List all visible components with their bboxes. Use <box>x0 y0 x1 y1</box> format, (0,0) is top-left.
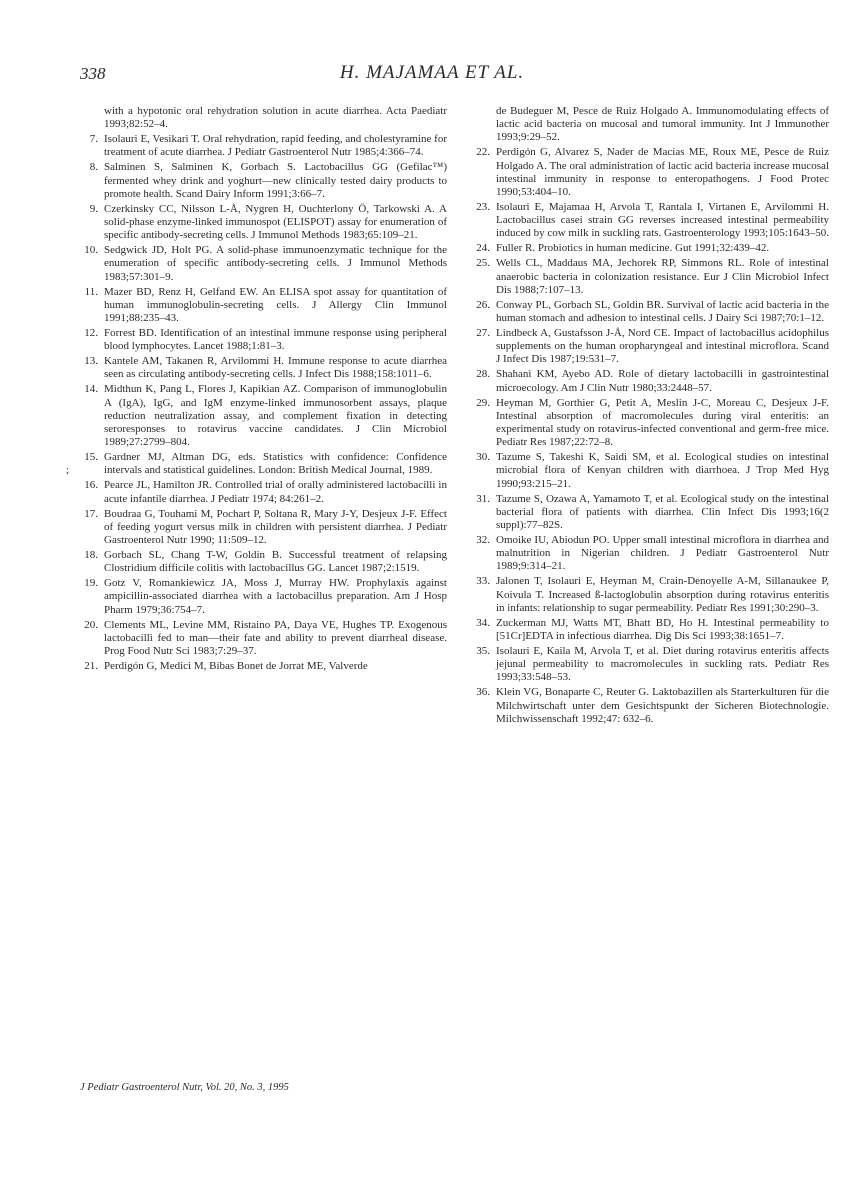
reference-number: 30. <box>476 451 490 464</box>
reference-list-right <box>472 105 829 728</box>
reference-item <box>80 619 447 659</box>
reference-text: Wells CL, Maddaus MA, Jechorek RP, Simmons RL. Role of intestinal anaerobic bacteria in colonization resistance. Eur J Clin Microbiol Infect Dis 1988;7:107–13. <box>496 257 829 296</box>
reference-number: 20. <box>84 618 98 631</box>
reference-item <box>472 451 829 491</box>
reference-text: Omoike IU, Abiodun PO. Upper small intestinal microflora in diarrhea and malnutrition in Nigerian children. J Pediatr Gastroenterol Nutr 1989;9:314–21. <box>496 534 829 573</box>
reference-number: 28. <box>476 368 490 381</box>
reference-text: Boudraa G, Touhami M, Pochart P, Soltana R, Mary J-Y, Desjeux J-F. Effect of feeding yogurt versus milk in children with persistent diarrhea. J Pediatr Gastroenterol Nutr 1990; 11:509–12. <box>104 507 447 547</box>
reference-continuation: with a hypotonic oral rehydration solution in acute diarrhea. Acta Paediatr 1993;82:52–4. <box>104 105 447 131</box>
reference-item <box>80 508 447 548</box>
reference-item <box>80 577 447 617</box>
reference-number: 27. <box>476 327 490 340</box>
reference-list-left <box>66 105 447 675</box>
reference-item <box>80 286 447 326</box>
reference-text: Salminen S, Salminen K, Gorbach S. Lactobacillus GG (Gefilac™) fermented whey drink and yoghurt—new clinically tested dairy products to promote health. Scand Dairy Inform 1991;3:66–7. <box>104 161 447 200</box>
page-number: 338 <box>80 64 106 83</box>
reference-text: Conway PL, Gorbach SL, Goldin BR. Survival of lactic acid bacteria in the human stomach and adhesion to intestinal cells. J Dairy Sci 1987;70:1–12. <box>496 298 829 325</box>
reference-text: Jalonen T, Isolauri E, Heyman M, Crain-Denoyelle A-M, Sillanaukee P, Koivula T. Increased ß-lactoglobulin absorption during rotavirus enteritis in infants: relationship to sugar permeability. Pediatr Res 1991;30:290–3. <box>496 575 829 614</box>
reference-item <box>472 645 829 685</box>
reference-item <box>472 493 829 533</box>
reference-item <box>80 479 447 505</box>
reference-text: Midthun K, Pang L, Flores J, Kapikian AZ. Comparison of immunoglobulin A (IgA), IgG, and IgM enzyme-linked immunosorbent assays, plaque reduction neutralization assay, and complement fixation in detecting seroresponses to rotavirus vaccine candidates. J Clin Microbiol 1989;27:2799–804. <box>104 383 447 449</box>
reference-number: 12. <box>84 327 98 340</box>
reference-text: Clements ML, Levine MM, Ristaino PA, Daya VE, Hughes TP. Exogenous lactobacilli fed to man—their fate and ability to prevent diarrheal disease. Prog Food Nutr Sci 1983;7:29–37. <box>104 618 447 658</box>
reference-item <box>80 549 447 575</box>
reference-text: Kantele AM, Takanen R, Arvilommi H. Immune response to acute diarrhea seen as circulating antibody-secreting cells. J Infect Dis 1988;158:1011–6. <box>104 355 447 381</box>
reference-item <box>80 660 447 673</box>
reference-number: 14. <box>84 383 98 396</box>
reference-text: Isolauri E, Vesikari T. Oral rehydration, rapid feeding, and cholestyramine for treatment of acute diarrhea. J Pediatr Gastroenterol Nutr 1985;4:366–74. <box>104 133 447 159</box>
reference-item <box>80 244 447 284</box>
reference-item <box>472 368 829 394</box>
reference-number: 18. <box>84 549 98 562</box>
reference-number: 34. <box>476 616 490 629</box>
reference-text: Isolauri E, Kaila M, Arvola T, et al. Diet during rotavirus enteritis affects jejunal permeability to macromolecules in suckling rats. Pediatr Res 1993;33:548–53. <box>496 645 829 684</box>
reference-text: Mazer BD, Renz H, Gelfand EW. An ELISA spot assay for quantitation of human immunoglobulin-secreting cells. J Allergy Clin Immunol 1991;88:235–43. <box>104 285 447 325</box>
reference-text: Forrest BD. Identification of an intestinal immune response using peripheral blood lymphocytes. Lancet 1988;1:81–3. <box>104 327 447 353</box>
reference-text: Gotz V, Romankiewicz JA, Moss J, Murray HW. Prophylaxis against ampicillin-associated diarrhea with a lactobacillus preparation. Am J Hosp Pharm 1979;36:754–7. <box>104 577 447 616</box>
reference-text: Sedgwick JD, Holt PG. A solid-phase immunoenzymatic technique for the enumeration of specific antibody-secreting cells. J Immunol Methods 1983;57:301–9. <box>104 244 447 283</box>
reference-number: 26. <box>476 298 490 311</box>
reference-number: 23. <box>476 201 490 214</box>
reference-item <box>472 617 829 643</box>
reference-number: 35. <box>476 645 490 658</box>
reference-item <box>472 575 829 615</box>
reference-item <box>472 299 829 325</box>
reference-item <box>80 327 447 353</box>
reference-text: Tazume S, Takeshi K, Saidi SM, et al. Ecological studies on intestinal microbial flora of Kenyan children with diarrhoea. J Trop Med Hyg 1990;93:215–21. <box>496 451 829 490</box>
reference-number: 21. <box>84 660 98 673</box>
reference-continuation: de Budeguer M, Pesce de Ruiz Holgado A. Immunomodulating effects of lactic acid bacteria on mucosal and tumoral immunity. Int J Immunother 1993;9:29–52. <box>496 105 829 144</box>
reference-number: 13. <box>84 355 98 368</box>
reference-item <box>80 355 447 381</box>
reference-number: 10. <box>84 244 98 257</box>
reference-item <box>66 451 447 477</box>
reference-number: 22. <box>476 146 490 159</box>
reference-number: 25. <box>476 257 490 270</box>
reference-text: Gardner MJ, Altman DG, eds. Statistics with confidence: Confidence intervals and statistical guidelines. London: British Medical Journal, 1989. <box>104 451 447 477</box>
reference-number: 19. <box>84 577 98 590</box>
reference-number: 17. <box>84 507 98 520</box>
reference-number: 7. <box>89 133 98 146</box>
reference-number: 33. <box>476 575 490 588</box>
reference-item <box>472 327 829 367</box>
reference-item <box>80 203 447 243</box>
reference-text: Tazume S, Ozawa A, Yamamoto T, et al. Ecological study on the intestinal bacterial flora of patients with diarrhea. Clin Infect Dis 1993;16(2 suppl):77–82S. <box>496 492 829 532</box>
journal-footer: J Pediatr Gastroenterol Nutr, Vol. 20, No. 3, 1995 <box>80 1082 289 1093</box>
reference-number: 24. <box>476 242 490 255</box>
reference-text: Pearce JL, Hamilton JR. Controlled trial of orally administered lactobacilli in acute infantile diarrhea. J Pediatr 1974; 84:261–2. <box>104 479 447 505</box>
reference-item <box>80 383 447 449</box>
margin-mark: ; <box>66 464 70 477</box>
reference-item <box>80 161 447 201</box>
reference-number: 32. <box>476 534 490 547</box>
reference-number: 15. <box>84 451 98 464</box>
reference-number: 9. <box>89 202 98 215</box>
reference-item <box>472 534 829 574</box>
reference-item <box>472 201 829 241</box>
reference-text: Czerkinsky CC, Nilsson L-Å, Nygren H, Ouchterlony Ö, Tarkowski A. A solid-phase enzyme-linked immunospot (ELISPOT) assay for enumeration of specific antibody-secreting cells. J Immunol Methods 1983;65:109–21. <box>104 202 447 242</box>
reference-number: 8. <box>89 161 98 174</box>
reference-text: Gorbach SL, Chang T-W, Goldin B. Successful treatment of relapsing Clostridium difficile colitis with lactobacillus GG. Lancet 1987;2:1519. <box>104 549 447 575</box>
reference-text: Shahani KM, Ayebo AD. Role of dietary lactobacilli in gastrointestinal microecology. Am J Clin Nutr 1980;33:2448–57. <box>496 368 829 394</box>
reference-text: Heyman M, Gorthier G, Petit A, Meslin J-C, Moreau C, Desjeux J-F. Intestinal absorption of macromolecules during viral enteritis: an experimental study on rotavirus-infected conventional and germ-free mice. Pediatr Res 1987;22:72–8. <box>496 396 829 449</box>
reference-text: Fuller R. Probiotics in human medicine. Gut 1991;32:439–42. <box>496 242 770 255</box>
reference-number: 11. <box>84 285 98 298</box>
reference-text: Perdigón G, Medici M, Bibas Bonet de Jorrat ME, Valverde <box>104 660 368 673</box>
running-head: H. MAJAMAA ET AL. <box>339 62 525 83</box>
reference-text: Zuckerman MJ, Watts MT, Bhatt BD, Ho H. Intestinal permeability to [51Cr]EDTA in infectious diarrhea. Dig Dis Sci 1993;38:1651–7. <box>496 616 829 643</box>
reference-text: Klein VG, Bonaparte C, Reuter G. Laktobazillen als Starterkulturen für die Milchwirtschaft unter dem Gesichtspunkt der Sicheren Biotechnologie. Milchwissenschaft 1992;47: 632–6. <box>496 686 829 725</box>
reference-number: 31. <box>476 492 490 505</box>
reference-item <box>472 686 829 726</box>
reference-text: Lindbeck A, Gustafsson J-Å, Nord CE. Impact of lactobacillus acidophilus supplements on the human oropharyngeal and intestinal microflora. Scand J Infect Dis 1987;19:531–7. <box>496 327 829 366</box>
reference-number: 36. <box>476 686 490 699</box>
reference-item <box>472 242 829 255</box>
reference-item <box>472 257 829 297</box>
reference-item <box>80 133 447 159</box>
reference-number: 16. <box>84 479 98 492</box>
reference-item <box>472 146 829 199</box>
reference-item <box>472 397 829 450</box>
reference-text: Perdigón G, Alvarez S, Nader de Macías ME, Roux ME, Pesce de Ruiz Holgado A. The oral administration of lactic acid bacteria increase mucosal intestinal immunity in response to enteropathogens. J Food Protec 1990;53:404–10. <box>496 146 829 199</box>
reference-text: Isolauri E, Majamaa H, Arvola T, Rantala I, Virtanen E, Arvilommi H. Lactobacillus casei strain GG reverses increased intestinal permeability induced by cow milk in suckling rats. Gastroenterology 1993;105:1643–50. <box>496 201 830 240</box>
reference-number: 29. <box>476 396 490 409</box>
